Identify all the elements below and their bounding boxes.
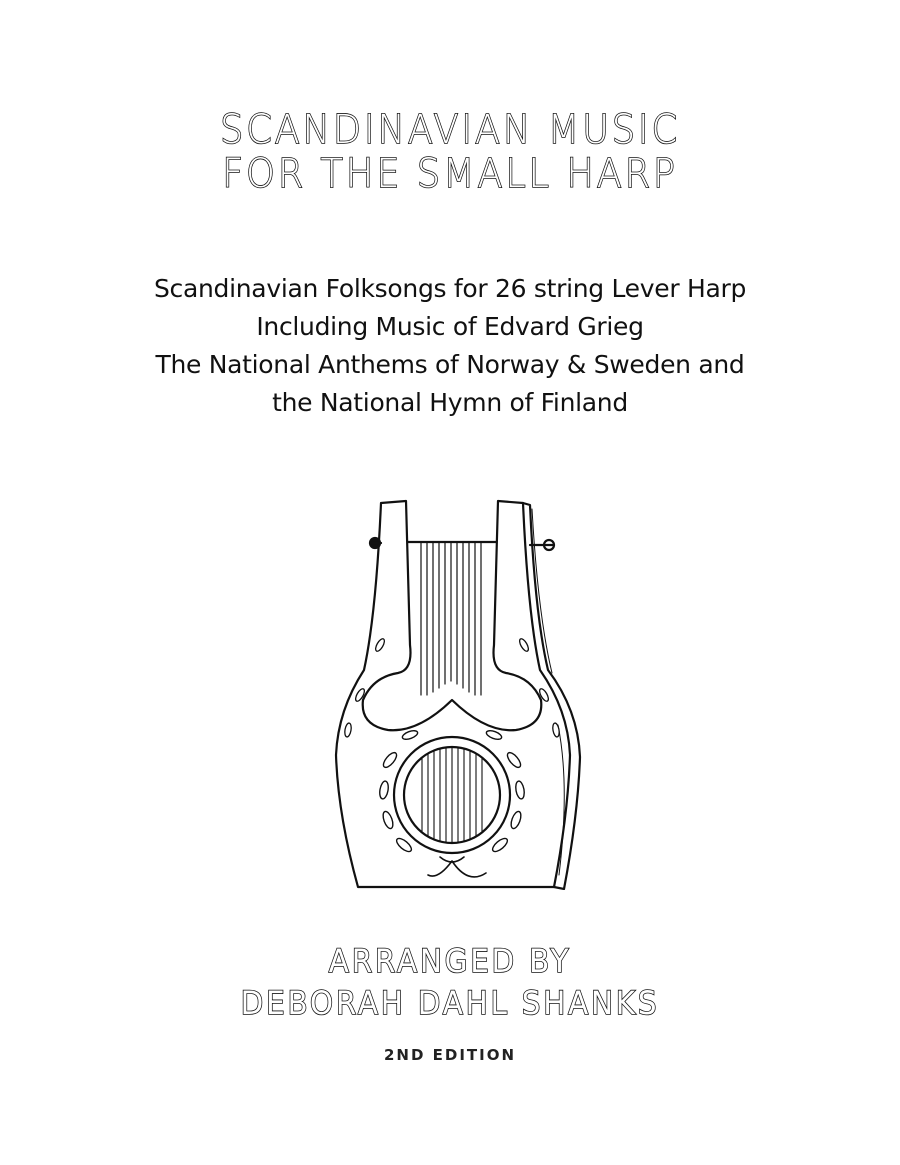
page-title [0, 108, 900, 196]
title-line-2: FOR THE SMALL HARP [222, 151, 678, 197]
credit-line-2: DEBORAH DAHL SHANKS [240, 984, 660, 1022]
subtitle-line: Scandinavian Folksongs for 26 string Lever Harp [153, 274, 747, 303]
credit-line-1: ARRANGED BY [328, 942, 572, 980]
subtitle-line: Including Music of Edvard Grieg [256, 312, 644, 341]
subtitle-line: the National Hymn of Finland [272, 388, 628, 417]
title-line-1: SCANDINAVIAN MUSIC [220, 107, 680, 153]
subtitle-block [0, 270, 900, 422]
edition-label: 2ND EDITION [383, 1046, 517, 1064]
lyre-illustration-icon [318, 495, 586, 890]
subtitle-line: The National Anthems of Norway & Sweden and [155, 350, 745, 379]
arranger-credit [0, 940, 900, 1024]
